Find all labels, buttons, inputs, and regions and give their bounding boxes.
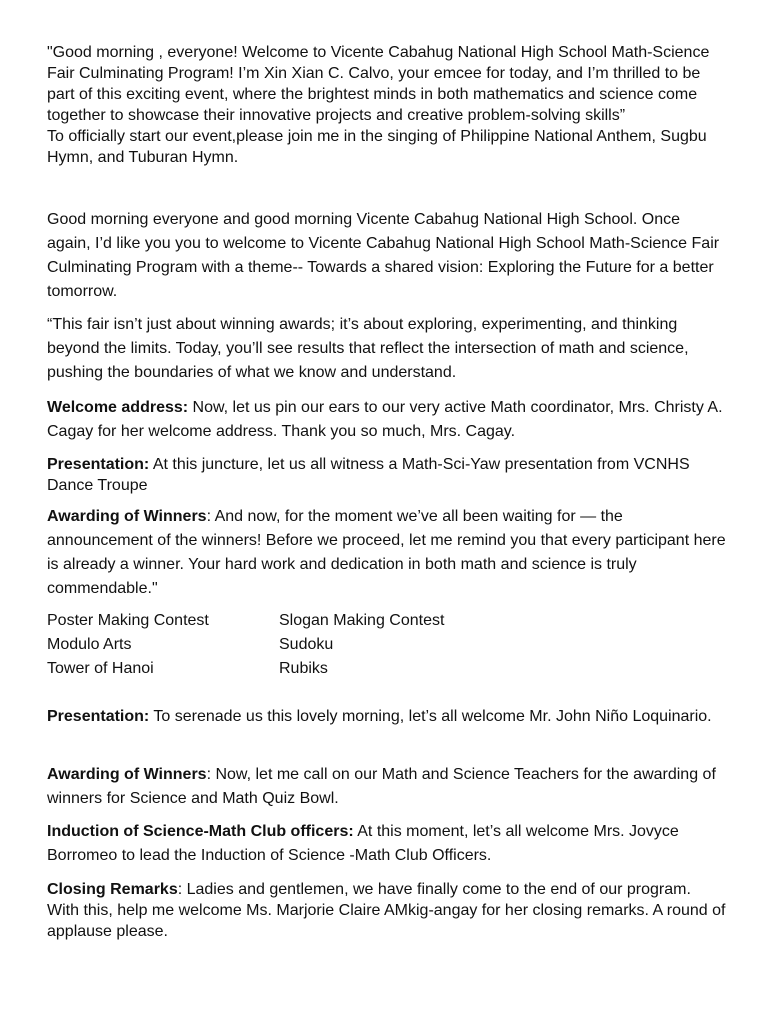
section-label: Presentation:: [47, 708, 150, 725]
section-label: Awarding of Winners: [47, 766, 207, 783]
contest-name: Modulo Arts: [47, 636, 132, 653]
welcome-again-paragraph: Good morning everyone and good morning Vicente Cabahug National High School. Once again, I’d like you you to welcome to Vicente Cabahug National High School Math-Science Fair Culminating Program with a theme-- Towards a shared vision: Exploring the Future for a better tomorrow.: [47, 211, 720, 300]
induction-paragraph: [47, 820, 727, 868]
fair-quote-paragraph: “This fair isn’t just about winning awards; it’s about exploring, experimenting, and thinking beyond the limits. Today, you’ll see results that reflect the intersection of math and science, pushing the boundaries of what we know and understand.: [47, 316, 689, 381]
contest-row: [47, 609, 567, 633]
closing-remarks-paragraph: [47, 879, 727, 942]
presentation-paragraph-1: [47, 454, 727, 496]
section-label: Awarding of Winners: [47, 508, 207, 525]
section-text: To serenade us this lovely morning, let’s all welcome Mr. John Niño Loquinario.: [149, 708, 712, 725]
section-text: At this juncture, let us all witness a Math-Sci-Yaw presentation from VCNHS Dance Troupe: [47, 456, 690, 494]
section-label: Presentation:: [47, 456, 150, 473]
section-text: : Ladies and gentlemen, we have finally come to the end of our program. With this, help me welcome Ms. Marjorie Claire AMkig-angay for her closing remarks. A round of applause please.: [47, 881, 726, 940]
contest-name: Slogan Making Contest: [279, 612, 445, 629]
awarding-paragraph-2: [47, 763, 727, 811]
section-label: Welcome address:: [47, 399, 189, 416]
section-text: At this moment, let’s all welcome Mrs. Jovyce Borromeo to lead the Induction of Science -Math Club Officers.: [47, 823, 679, 864]
contest-name: Poster Making Contest: [47, 612, 209, 629]
section-text: : And now, for the moment we’ve all been waiting for — the announcement of the winners! Before we proceed, let me remind you that every participant here is already a winner. Your hard work and dedication in both math and science is truly commendable.": [47, 508, 726, 597]
welcome-address-paragraph: [47, 396, 727, 444]
intro-paragraph: [47, 42, 727, 168]
presentation-paragraph-2: [47, 705, 727, 729]
contest-name: Tower of Hanoi: [47, 660, 154, 677]
contest-list: [47, 609, 567, 681]
intro-quote: "Good morning , everyone! Welcome to Vicente Cabahug National High School Math-Science Fair Culminating Program! I’m Xin Xian C. Calvo, your emcee for today, and I’m thrilled to be part of this exciting event, where the brightest minds in both mathematics and science come together to showcase their innovative projects and creative problem-solving skills”: [47, 44, 710, 124]
contest-row: [47, 657, 567, 681]
anthem-line: To officially start our event,please join me in the singing of Philippine National Anthem, Sugbu Hymn, and Tuburan Hymn.: [47, 128, 707, 166]
awarding-paragraph-1: [47, 505, 727, 601]
contest-name: Rubiks: [279, 660, 328, 677]
section-label: Closing Remarks: [47, 881, 178, 898]
section-label: Induction of Science-Math Club officers:: [47, 823, 354, 840]
contest-name: Sudoku: [279, 636, 334, 653]
contest-row: [47, 633, 567, 657]
section-text: Now, let us pin our ears to our very active Math coordinator, Mrs. Christy A. Cagay for her welcome address. Thank you so much, Mrs. Cagay.: [47, 399, 723, 440]
section-text: : Now, let me call on our Math and Science Teachers for the awarding of winners for Science and Math Quiz Bowl.: [47, 766, 716, 807]
